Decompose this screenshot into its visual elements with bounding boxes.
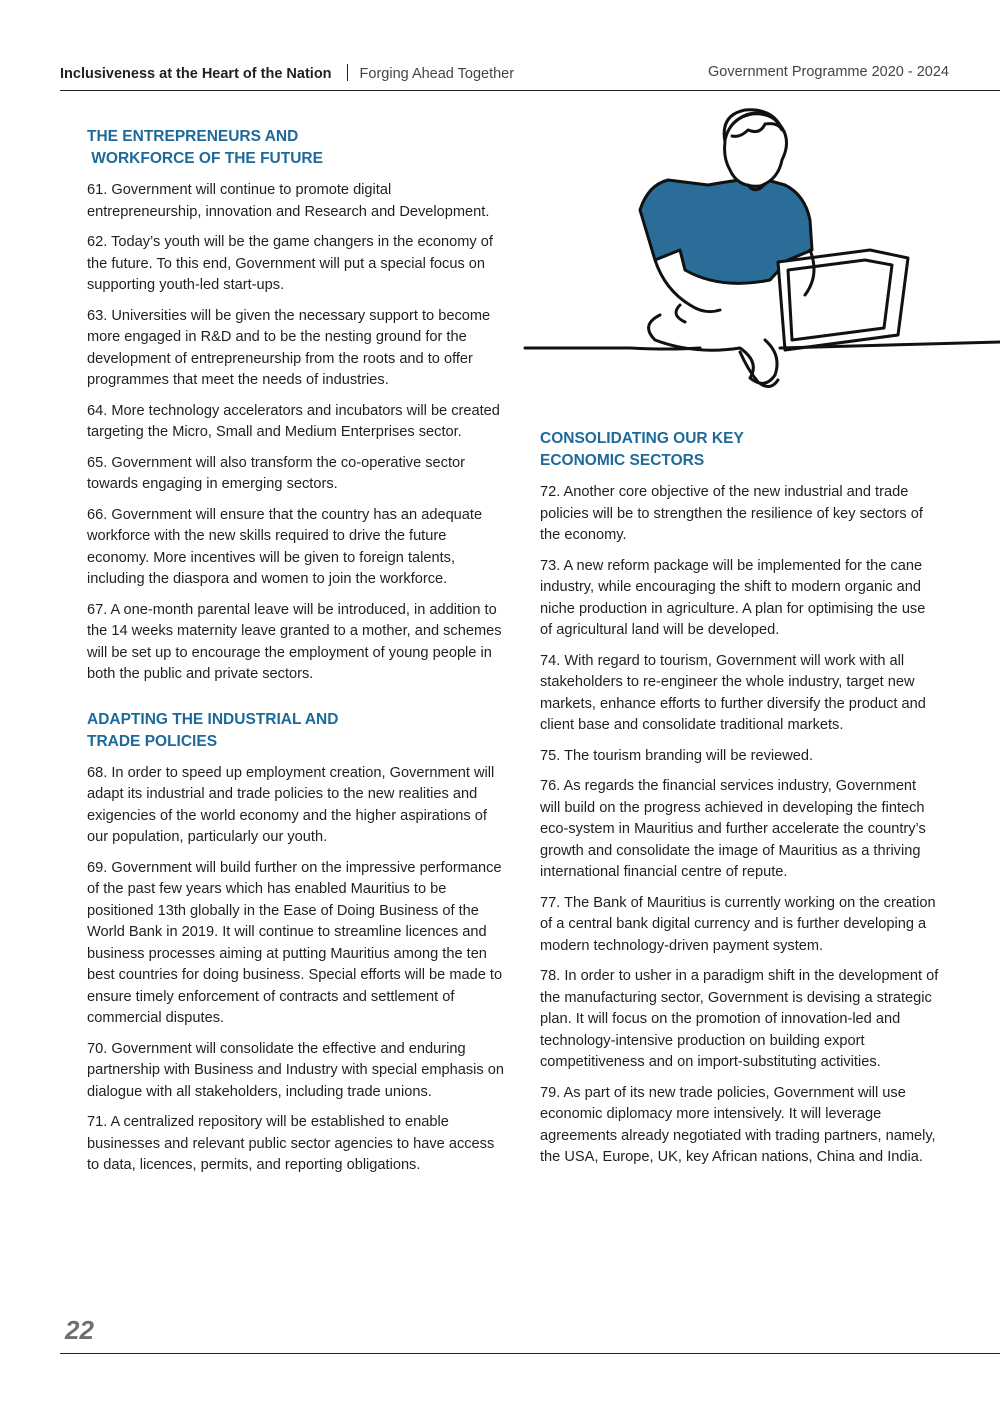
paragraph-61: 61. Government will continue to promote digital entrepreneurship, innovation and Research and Development. [87,182,490,220]
paragraph-65: 65. Government will also transform the co-operative sector towards engaging in emerging sectors. [87,454,465,492]
heading-line: THE ENTREPRENEURS AND [87,128,299,145]
document-subtitle: Forging Ahead Together [359,66,515,82]
paragraph-71: 71. A centralized repository will be established to enable businesses and relevant public sector agencies to have access to data, licences, permits, and reporting obligations. [87,1114,495,1173]
paragraph-67: 67. A one-month parental leave will be introduced, in addition to the 14 weeks maternity leave granted to a mother, and schemes will be set up to encourage the employment of young people in both the public and private sectors. [87,601,502,682]
header-separator [347,64,348,81]
page-number: 22 [65,1315,94,1345]
running-header [60,64,514,82]
paragraph-62: 62. Today’s youth will be the game changers in the economy of the future. To this end, Government will put a special focus on supporting youth-led start-ups. [87,234,493,293]
paragraph-66: 66. Government will ensure that the country has an adequate workforce with the new skills required to drive the future economy. More incentives will be given to foreign talents, including the diaspora and women to join the workforce. [87,506,483,587]
heading-line: ADAPTING THE INDUSTRIAL AND [87,710,339,728]
ground-line [525,342,1000,349]
heading-line: ECONOMIC SECTORS [540,452,705,469]
section-heading-industrial-trade [87,709,507,753]
paragraph-64: 64. More technology accelerators and incubators will be created targeting the Micro, Small and Medium Enterprises sector. [87,402,500,440]
section-heading-key-sectors [540,428,940,472]
paragraph-68: 68. In order to speed up employment creation, Government will adapt its industrial and trade policies to the new realities and exigencies of the world economy and the higher aspirations of our population, particularly our youth. [87,764,495,845]
paragraph-73: 73. A new reform package will be implemented for the cane industry, while encouraging the shift to modern organic and niche production in agriculture. A plan for optimising the use of agricultural land will be developed. [540,557,926,638]
paragraph-79: 79. As part of its new trade policies, Government will use economic diplomacy more intensively. It will leverage agreements already negotiated with trading partners, namely, the USA, Europe, UK, key African nations, China and India. [540,1084,936,1165]
heading-line: TRADE POLICIES [87,732,218,750]
left-column [87,126,507,1186]
paragraph-75: 75. The tourism branding will be reviewed. [540,747,814,764]
paragraph-69: 69. Government will build further on the impressive performance of the past few years which has enabled Mauritius to be positioned 13th globally in the Ease of Doing Business of the World Bank in 2019. It will continue to streamline licences and business processes aiming at putting Mauritius among the ten best countries for doing business. Special efforts will be made to ensure timely enforcement of contracts and settlement of commercial disputes. [87,859,503,1026]
paragraph-78: 78. In order to usher in a paradigm shift in the development of the manufacturing sector, Government is devising a strategic plan. It will focus on the promotion of innovation-led and technology-intensive production on building export competitiveness and on import-substituting activities. [540,968,939,1070]
document-title: Inclusiveness at the Heart of the Nation [60,66,332,82]
paragraph-63: 63. Universities will be given the necessary support to become more engaged in R&D and to be the nesting ground for the development of entrepreneurship from the roots and to offer programmes that meet the needs of industries. [87,307,491,388]
header-divider [60,90,1000,91]
paragraph-72: 72. Another core objective of the new industrial and trade policies will be to strengthen the resilience of key sectors of the economy. [540,484,923,543]
heading-line: WORKFORCE OF THE FUTURE [87,150,323,167]
programme-label: Government Programme 2020 - 2024 [708,64,949,80]
paragraph-70: 70. Government will consolidate the effective and enduring partnership with Business and Industry with special emphasis on dialogue with all stakeholders, including trade unions. [87,1040,504,1100]
section-heading-entrepreneurs [87,126,507,170]
heading-line: CONSOLIDATING OUR KEY [540,430,744,447]
paragraph-77: 77. The Bank of Mauritius is currently working on the creation of a central bank digital currency and is further developing a modern technology-driven payment system. [540,894,936,954]
person-with-laptop-illustration [520,100,1000,400]
section-gap [87,695,507,709]
right-column [540,428,940,1178]
paragraph-76: 76. As regards the financial services industry, Government will build on the progress achieved in developing the fintech eco-system in Mauritius and further accelerate the country’s growth and consolidate the image of Mauritius as a thriving international financial centre of repute. [540,778,926,880]
footer-divider [60,1353,1000,1354]
paragraph-74: 74. With regard to tourism, Government will work with all stakeholders to re-engineer the whole industry, target new markets, enhance efforts to further diversify the product and client base and consolidate traditional markets. [540,652,926,733]
